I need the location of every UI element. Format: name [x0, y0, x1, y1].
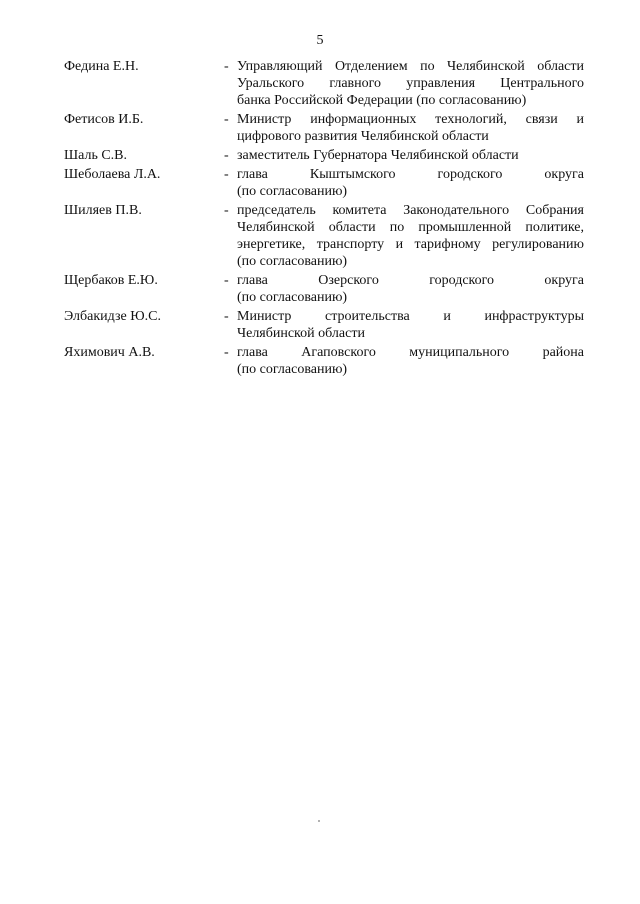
member-name: Яхимович А.В.: [64, 345, 155, 360]
member-name: Шеболаева Л.А.: [64, 167, 161, 182]
member-position: [237, 166, 584, 200]
scan-speck: [318, 820, 320, 822]
position-line: Челябинской области по промышленной политике,: [237, 220, 584, 235]
position-line: Министр строительства и инфраструктуры: [237, 309, 584, 324]
member-name: Элбакидзе Ю.С.: [64, 309, 161, 324]
position-line: глава Озерского городского округа: [237, 273, 584, 288]
member-position: [237, 272, 584, 306]
page-number: 5: [316, 33, 324, 48]
position-line: (по согласованию): [237, 290, 348, 305]
member-roster: [64, 58, 584, 380]
member-entry: [64, 166, 584, 200]
member-entry: [64, 202, 584, 270]
position-line: (по согласованию): [237, 362, 348, 377]
member-dash: -: [224, 203, 229, 218]
member-entry: [64, 111, 584, 145]
position-line: заместитель Губернатора Челябинской области: [237, 148, 519, 163]
member-position: [237, 58, 584, 109]
position-line: глава Кыштымского городского округа: [237, 167, 584, 182]
member-position: [237, 147, 584, 164]
position-line: цифрового развития Челябинской области: [237, 129, 489, 144]
member-entry: [64, 344, 584, 378]
member-name: Федина Е.Н.: [64, 59, 139, 74]
member-dash: -: [224, 112, 229, 127]
position-line: энергетике, транспорту и тарифному регулированию: [237, 237, 584, 252]
position-line: банка Российской Федерации (по согласованию): [237, 93, 527, 108]
member-dash: -: [224, 309, 229, 324]
position-line: (по согласованию): [237, 184, 348, 199]
position-line: (по согласованию): [237, 254, 348, 269]
member-position: [237, 344, 584, 378]
member-entry: [64, 58, 584, 109]
member-entry: [64, 272, 584, 306]
position-line: Челябинской области: [237, 326, 365, 341]
member-name: Щербаков Е.Ю.: [64, 273, 158, 288]
member-dash: -: [224, 59, 229, 74]
member-position: [237, 308, 584, 342]
position-line: Управляющий Отделением по Челябинской области: [237, 59, 584, 74]
position-line: председатель комитета Законодательного Собрания: [237, 203, 584, 218]
member-dash: -: [224, 273, 229, 288]
member-dash: -: [224, 148, 229, 163]
member-entry: [64, 308, 584, 342]
member-name: Шаль С.В.: [64, 148, 128, 163]
member-name: Шиляев П.В.: [64, 203, 142, 218]
member-dash: -: [224, 167, 229, 182]
member-name: Фетисов И.Б.: [64, 112, 144, 127]
position-line: Министр информационных технологий, связи и: [237, 112, 584, 127]
member-position: [237, 202, 584, 270]
member-position: [237, 111, 584, 145]
member-entry: [64, 147, 584, 164]
position-line: глава Агаповского муниципального района: [237, 345, 584, 360]
position-line: Уральского главного управления Центрального: [237, 76, 584, 91]
member-dash: -: [224, 345, 229, 360]
